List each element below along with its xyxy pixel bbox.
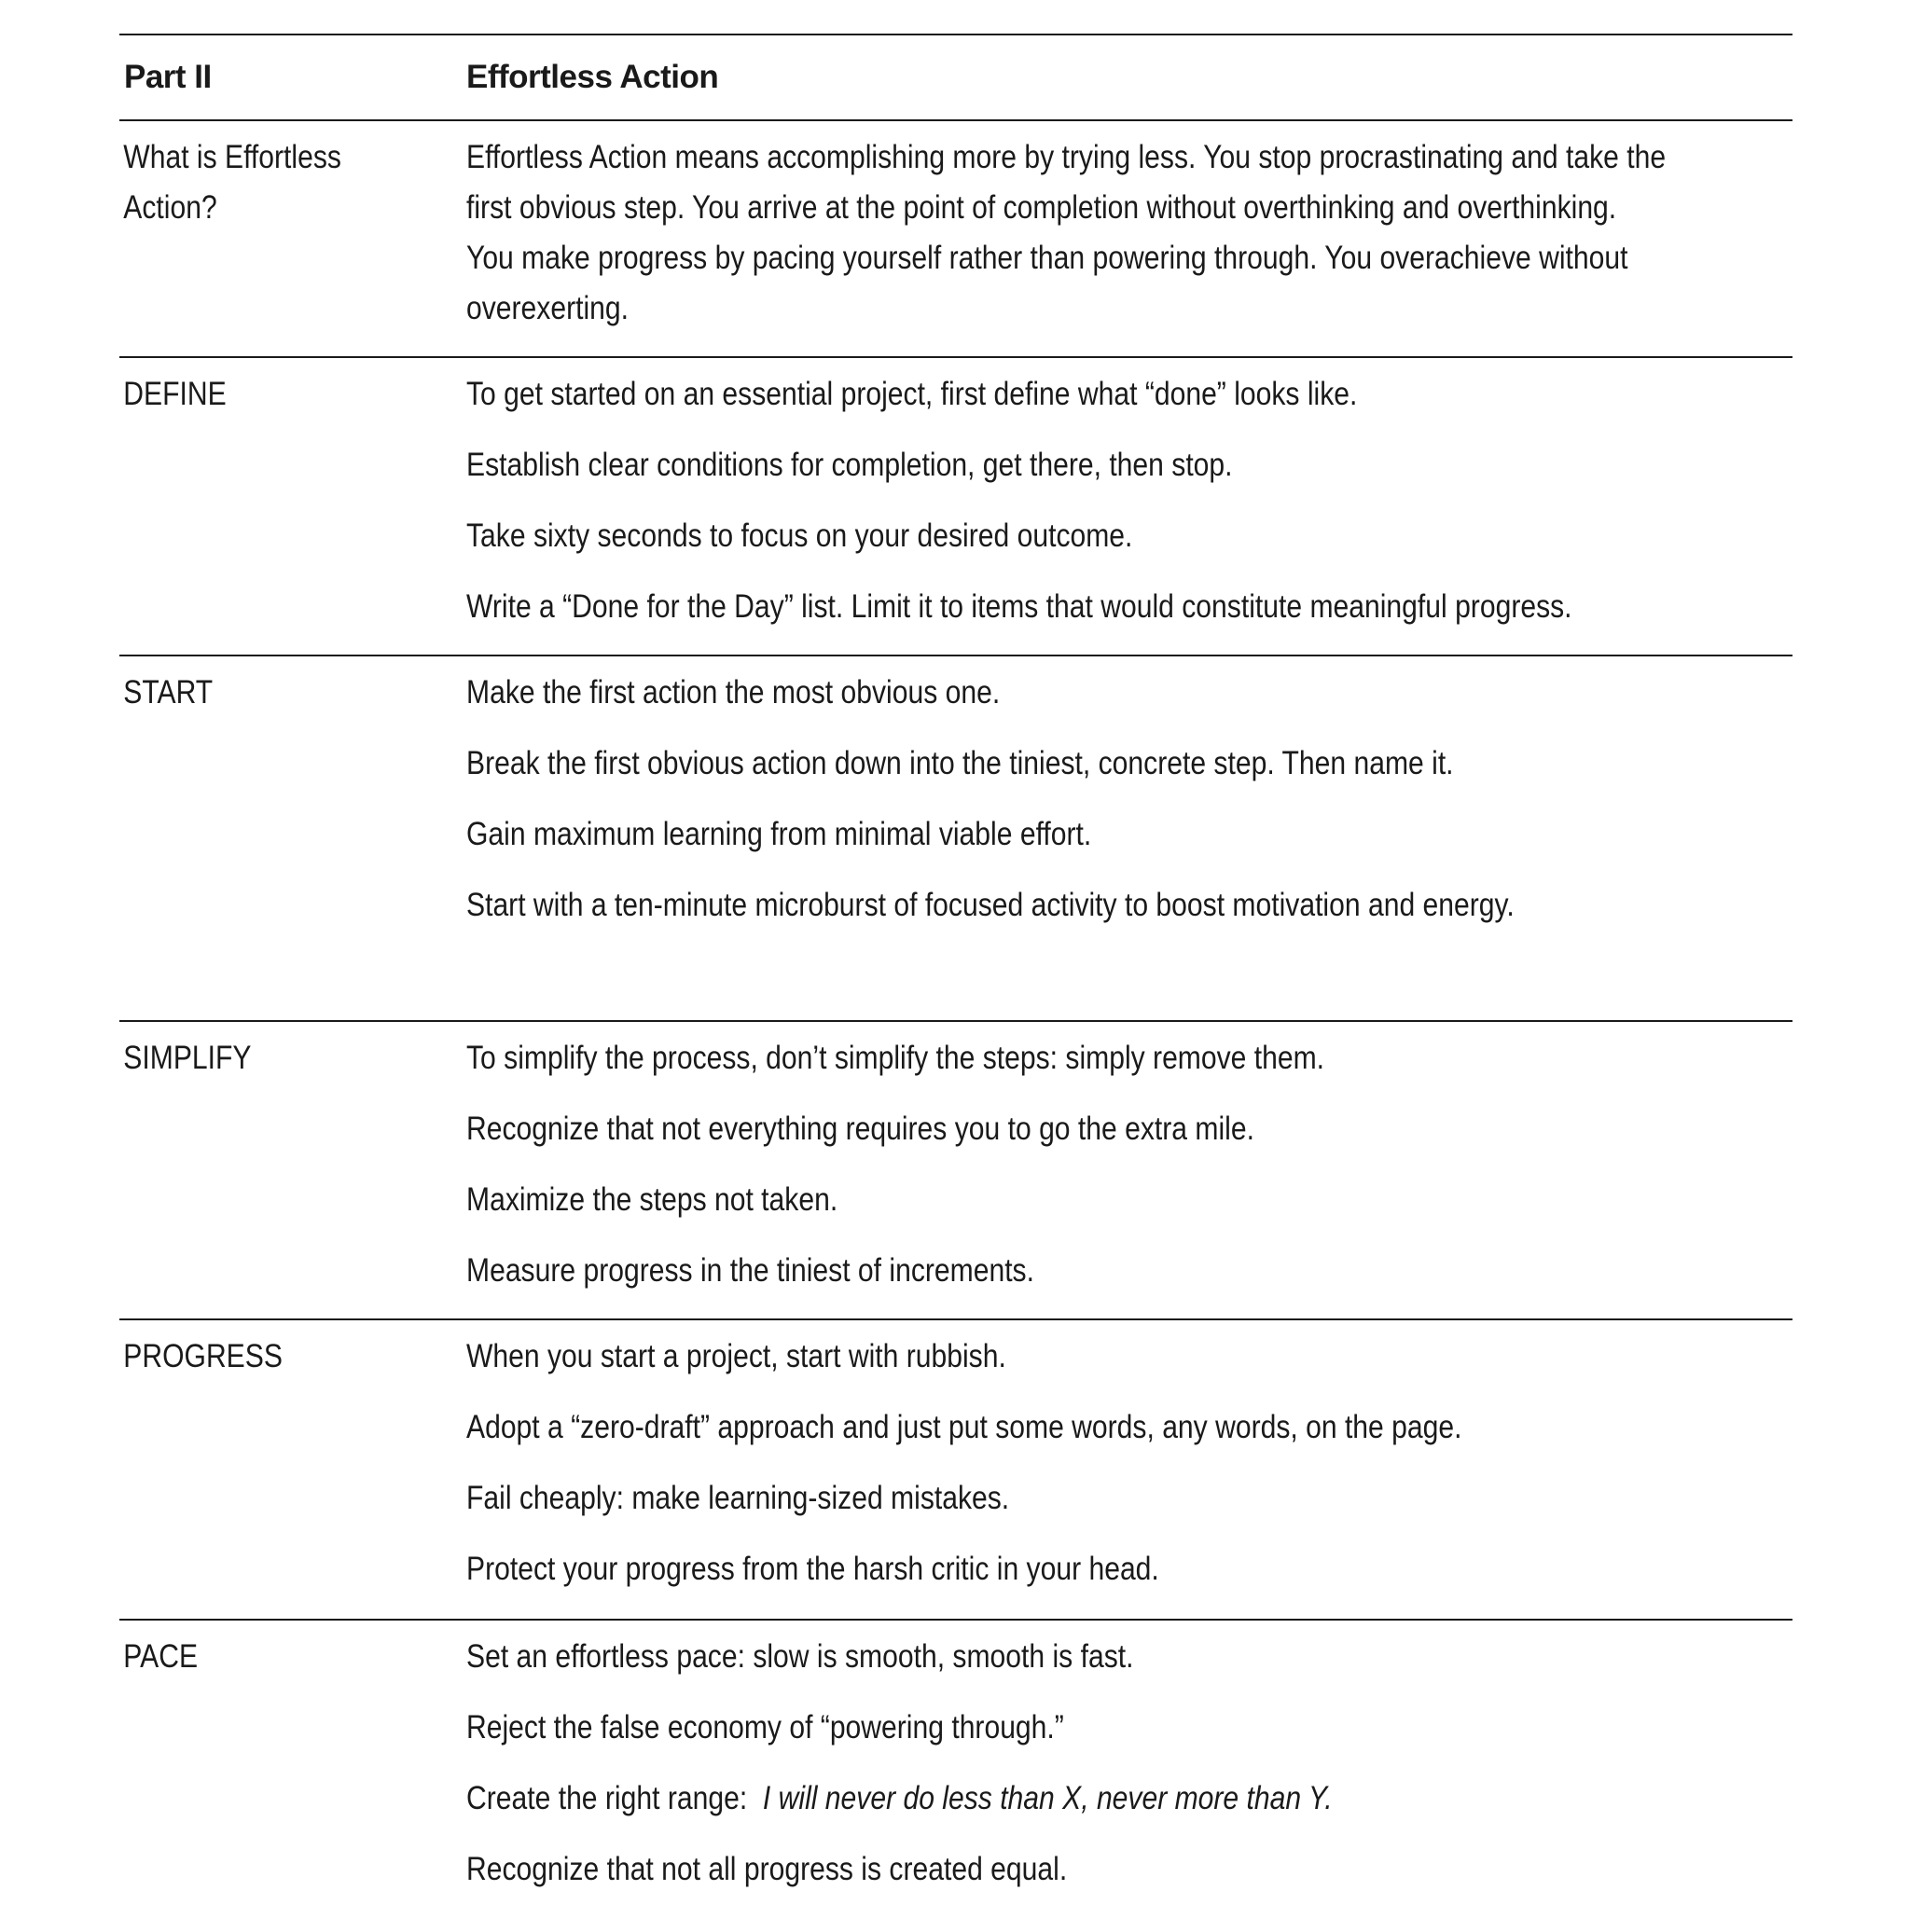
table-row-intro — [119, 121, 1792, 358]
list-item: Recognize that not everything requires you to go the extra mile. — [466, 1111, 1254, 1147]
list-item: Reject the false economy of “powering through.” — [466, 1709, 1064, 1746]
row-content — [466, 1022, 1792, 1318]
list-item: To get started on an essential project, first define what “done” looks like. — [466, 376, 1358, 412]
intro-paragraph — [466, 132, 1798, 334]
row-content — [466, 656, 1792, 1020]
row-content — [466, 1320, 1792, 1619]
row-content — [466, 358, 1792, 655]
row-label-line: What is Effortless — [123, 139, 341, 175]
row-content — [466, 1621, 1792, 1919]
list-item: Gain maximum learning from minimal viable effort. — [466, 816, 1092, 852]
list-item: When you start a project, start with rubbish. — [466, 1338, 1006, 1374]
row-label: PROGRESS — [123, 1338, 283, 1374]
row-content — [466, 121, 1910, 356]
list-item: Make the first action the most obvious one. — [466, 674, 1001, 711]
list-item: Protect your progress from the harsh critic in your head. — [466, 1551, 1159, 1587]
range-prefix: Create the right range: — [466, 1780, 748, 1816]
table-row-pace — [119, 1621, 1792, 1919]
row-label: SIMPLIFY — [123, 1040, 252, 1076]
table-row-simplify — [119, 1022, 1792, 1320]
table-row-define — [119, 358, 1792, 656]
row-label — [119, 121, 418, 356]
table-row-progress — [119, 1320, 1792, 1621]
paragraph-line: overexerting. — [466, 290, 630, 326]
list-item: Adopt a “zero-draft” approach and just put some words, any words, on the page. — [466, 1409, 1462, 1445]
table-header — [119, 34, 1792, 121]
range-italic: I will never do less than X, never more than Y. — [762, 1780, 1333, 1816]
table-row-start — [119, 656, 1792, 1022]
list-item: Take sixty seconds to focus on your desired outcome. — [466, 518, 1133, 554]
paragraph-line: first obvious step. You arrive at the point of completion without overthinking and overthinking. — [466, 189, 1617, 226]
header-title: Effortless Action — [466, 59, 719, 95]
paragraph-line: Effortless Action means accomplishing more by trying less. You stop procrastinating and take the — [466, 139, 1667, 175]
row-label: START — [123, 674, 214, 711]
paragraph-line: You make progress by pacing yourself rather than powering through. You overachieve without — [466, 240, 1628, 276]
list-item: To simplify the process, don’t simplify the steps: simply remove them. — [466, 1040, 1325, 1076]
header-part-label: Part II — [124, 59, 212, 95]
row-label: DEFINE — [123, 376, 227, 412]
list-item: Fail cheaply: make learning-sized mistakes. — [466, 1480, 1010, 1516]
row-label: PACE — [123, 1638, 199, 1675]
list-item: Break the first obvious action down into the tiniest, concrete step. Then name it. — [466, 745, 1454, 781]
list-item: Set an effortless pace: slow is smooth, smooth is fast. — [466, 1638, 1134, 1675]
list-item: Write a “Done for the Day” list. Limit it to items that would constitute meaningful progress. — [466, 588, 1572, 625]
list-item: Start with a ten-minute microburst of focused activity to boost motivation and energy. — [466, 887, 1515, 923]
list-item: Recognize that not all progress is created equal. — [466, 1851, 1068, 1887]
summary-table — [119, 34, 1792, 1919]
row-label-line: Action? — [123, 189, 217, 226]
list-item: Establish clear conditions for completion, get there, then stop. — [466, 447, 1233, 483]
list-item: Measure progress in the tiniest of increments. — [466, 1252, 1034, 1289]
list-item: Maximize the steps not taken. — [466, 1181, 838, 1218]
list-item-range — [466, 1773, 1607, 1844]
